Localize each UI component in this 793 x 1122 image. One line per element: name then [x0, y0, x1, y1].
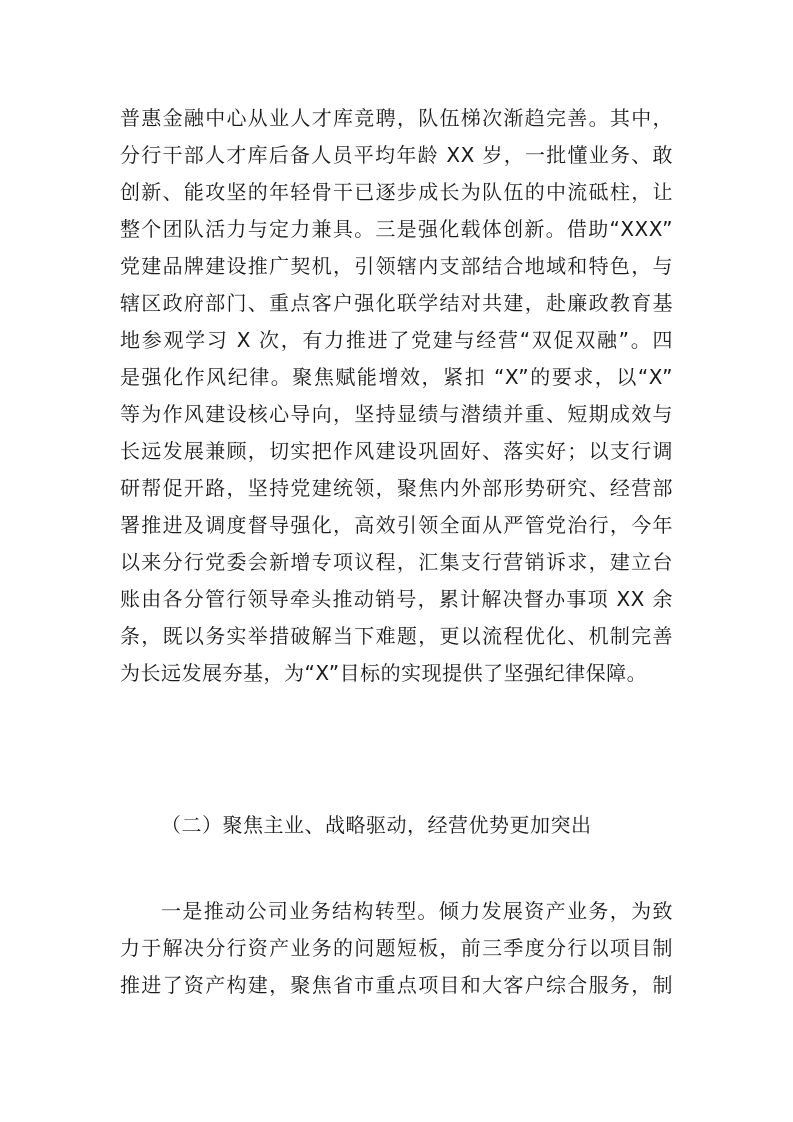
text-line: 条，既以务实举措破解当下难题，更以流程优化、机制完善: [120, 624, 673, 648]
text-line: 普惠金融中心从业人才库竞聘，队伍梯次渐趋完善。其中，: [120, 106, 673, 130]
text-line: 一是推动公司业务结构转型。倾力发展资产业务，为致: [161, 899, 673, 923]
text-line: 地参观学习 X 次，有力推进了党建与经营“双促双融”。四: [120, 328, 673, 352]
text-line: 署推进及调度督导强化，高效引领全面从严管党治行，今年: [120, 513, 673, 537]
text-line: 账由各分管行领导牵头推动销号，累计解决督办事项 XX 余: [120, 587, 673, 611]
text-line: 推进了资产构建，聚焦省市重点项目和大客户综合服务，制: [120, 973, 673, 997]
text-line: 研帮促开路，坚持党建统领，聚焦内外部形势研究、经营部: [120, 476, 673, 500]
text-line: 以来分行党委会新增专项议程，汇集支行营销诉求，建立台: [120, 550, 673, 574]
text-line: 分行干部人才库后备人员平均年龄 XX 岁，一批懂业务、敢: [120, 143, 673, 167]
text-line: 整个团队活力与定力兼具。三是强化载体创新。借助“XXX”: [120, 217, 673, 241]
text-line: 长远发展兼顾，切实把作风建设巩固好、落实好；以支行调: [120, 439, 673, 463]
text-line: 等为作风建设核心导向，坚持显绩与潜绩并重、短期成效与: [120, 402, 673, 426]
text-line: 创新、能攻坚的年轻骨干已逐步成长为队伍的中流砥柱，让: [120, 180, 673, 204]
text-line: 党建品牌建设推广契机，引领辖内支部结合地域和特色，与: [120, 254, 673, 278]
text-line: 辖区政府部门、重点客户强化联学结对共建，赴廉政教育基: [120, 291, 673, 315]
text-line: 是强化作风纪律。聚焦赋能增效，紧扣 “X”的要求，以“X”: [120, 365, 673, 389]
text-line: 为长远发展夯基，为“X”目标的实现提供了坚强纪律保障。: [120, 661, 648, 685]
section-heading: （二）聚焦主业、战略驱动，经营优势更加突出: [161, 813, 592, 837]
text-line: 力于解决分行资产业务的问题短板，前三季度分行以项目制: [120, 936, 673, 960]
